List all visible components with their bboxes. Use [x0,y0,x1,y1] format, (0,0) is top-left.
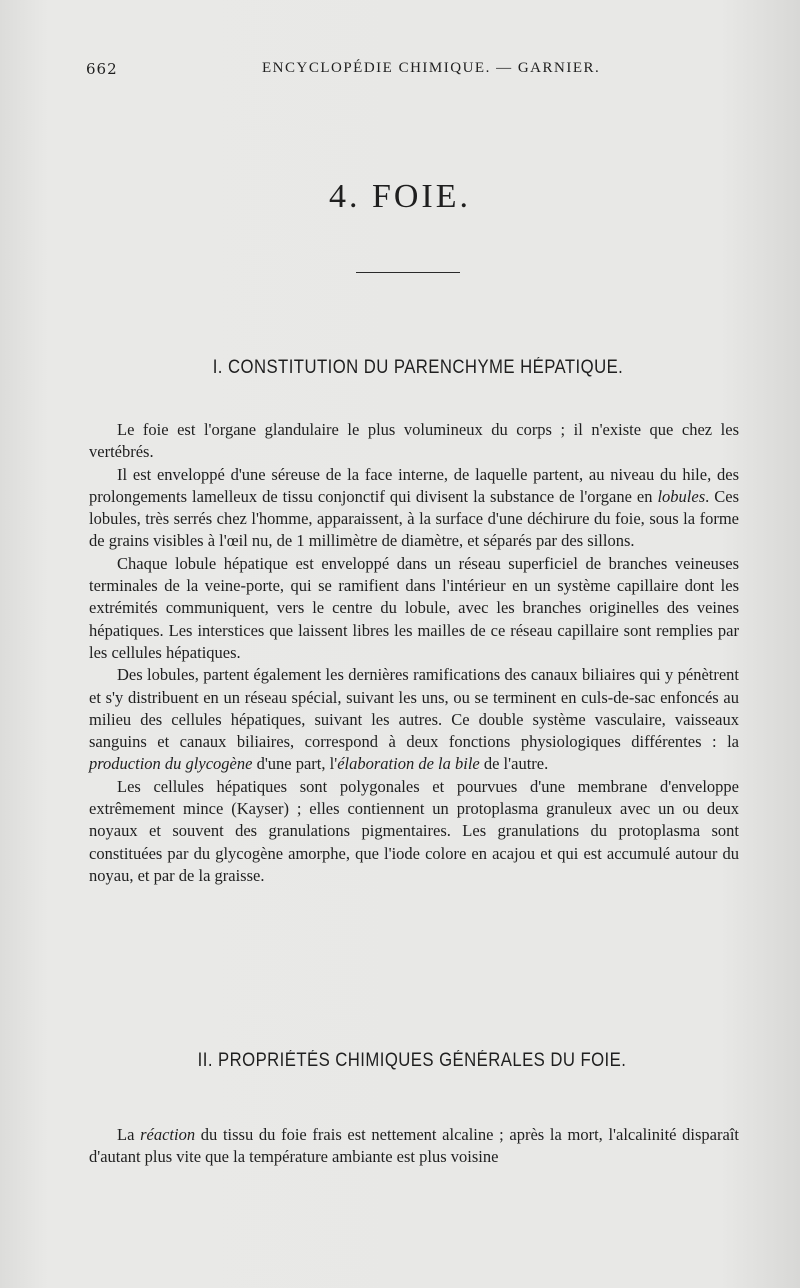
italic-term: réaction [140,1125,196,1144]
running-title: ENCYCLOPÉDIE CHIMIQUE. — GARNIER. [262,60,601,76]
text-run: . Ces lobules, très serrés chez l'homme, apparaissent, à la surface d'une déchirure du foie, sous la forme de grains visibles à l'œil nu, de 1 millimètre de diamètre, et séparés par des sillons. [89,486,739,551]
paragraph [89,464,739,553]
italic-term: élaboration de la bile [337,754,480,774]
running-header [86,56,730,78]
italic-term: production du glycogène [89,754,253,774]
paragraph: Le foie est l'organe glandulaire le plus volumineux du corps ; il n'existe que chez les vertébrés. [89,420,739,462]
section-heading-constitution: I. CONSTITUTION DU PARENCHYME HÉPATIQUE. [212,357,624,378]
text-run: La [117,1125,141,1144]
paragraph [89,1124,739,1169]
text-run: d'une part, l' [252,754,338,774]
paragraph: Les cellules hépatiques sont polygonales et pourvues d'une membrane d'enveloppe extrêmement mince (Kayser) ; elles contiennent un protoplasma granuleux avec un ou deux noyaux et souvent des granulations pigmentaires. Les granulations du protoplasma sont constituées par du glycogène amorphe, que l'iode colore en acajou et qui est accumulé autour du noyau, et par de la graisse. [89,776,739,885]
text-run: Il est enveloppé d'une séreuse de la face interne, de laquelle partent, au niveau du hile, des prolongements lamelleux de tissu conjonctif qui divisent la substance de l'organe en [89,464,739,506]
chapter-title: 4. FOIE. [328,178,472,215]
section-body-constitution [89,419,739,887]
italic-term: lobules [657,486,706,506]
paragraph: Chaque lobule hépatique est enveloppé dans un réseau superficiel de branches veineuses terminales de la veine-porte, qui se ramifient dans l'intérieur en un système capillaire dont les extrémités communiquent, vers le centre du lobule, avec les branches originelles des veines hépatiques. Les interstices que laissent libres les mailles de ce réseau capillaire sont remplies par les cellules hépatiques. [89,553,739,662]
text-run: du tissu du foie frais est nettement alcaline ; après la mort, l'alcalinité disparaît d'autant plus vite que la température ambiante est plus voisine [89,1125,739,1167]
page-number: 662 [86,60,118,78]
text-run: Des lobules, partent également les dernières ramifications des canaux biliaires qui y pénètrent et s'y distribuent en un réseau spécial, suivant les uns, ou se terminent en culs-de-sac enfoncés au milieu des cellules hépatiques, suivant les autres. Ce double système vasculaire, vaisseaux sanguins et canaux biliaires, correspond à deux fonctions physiologiques différentes : la [89,665,739,752]
title-rule [356,272,460,273]
section-body-proprietes [89,1124,739,1169]
section-heading-proprietes: II. PROPRIÉTÉS CHIMIQUES GÉNÉRALES DU FOIE. [197,1050,627,1071]
text-run: de l'autre. [479,754,549,774]
paragraph [89,664,739,775]
